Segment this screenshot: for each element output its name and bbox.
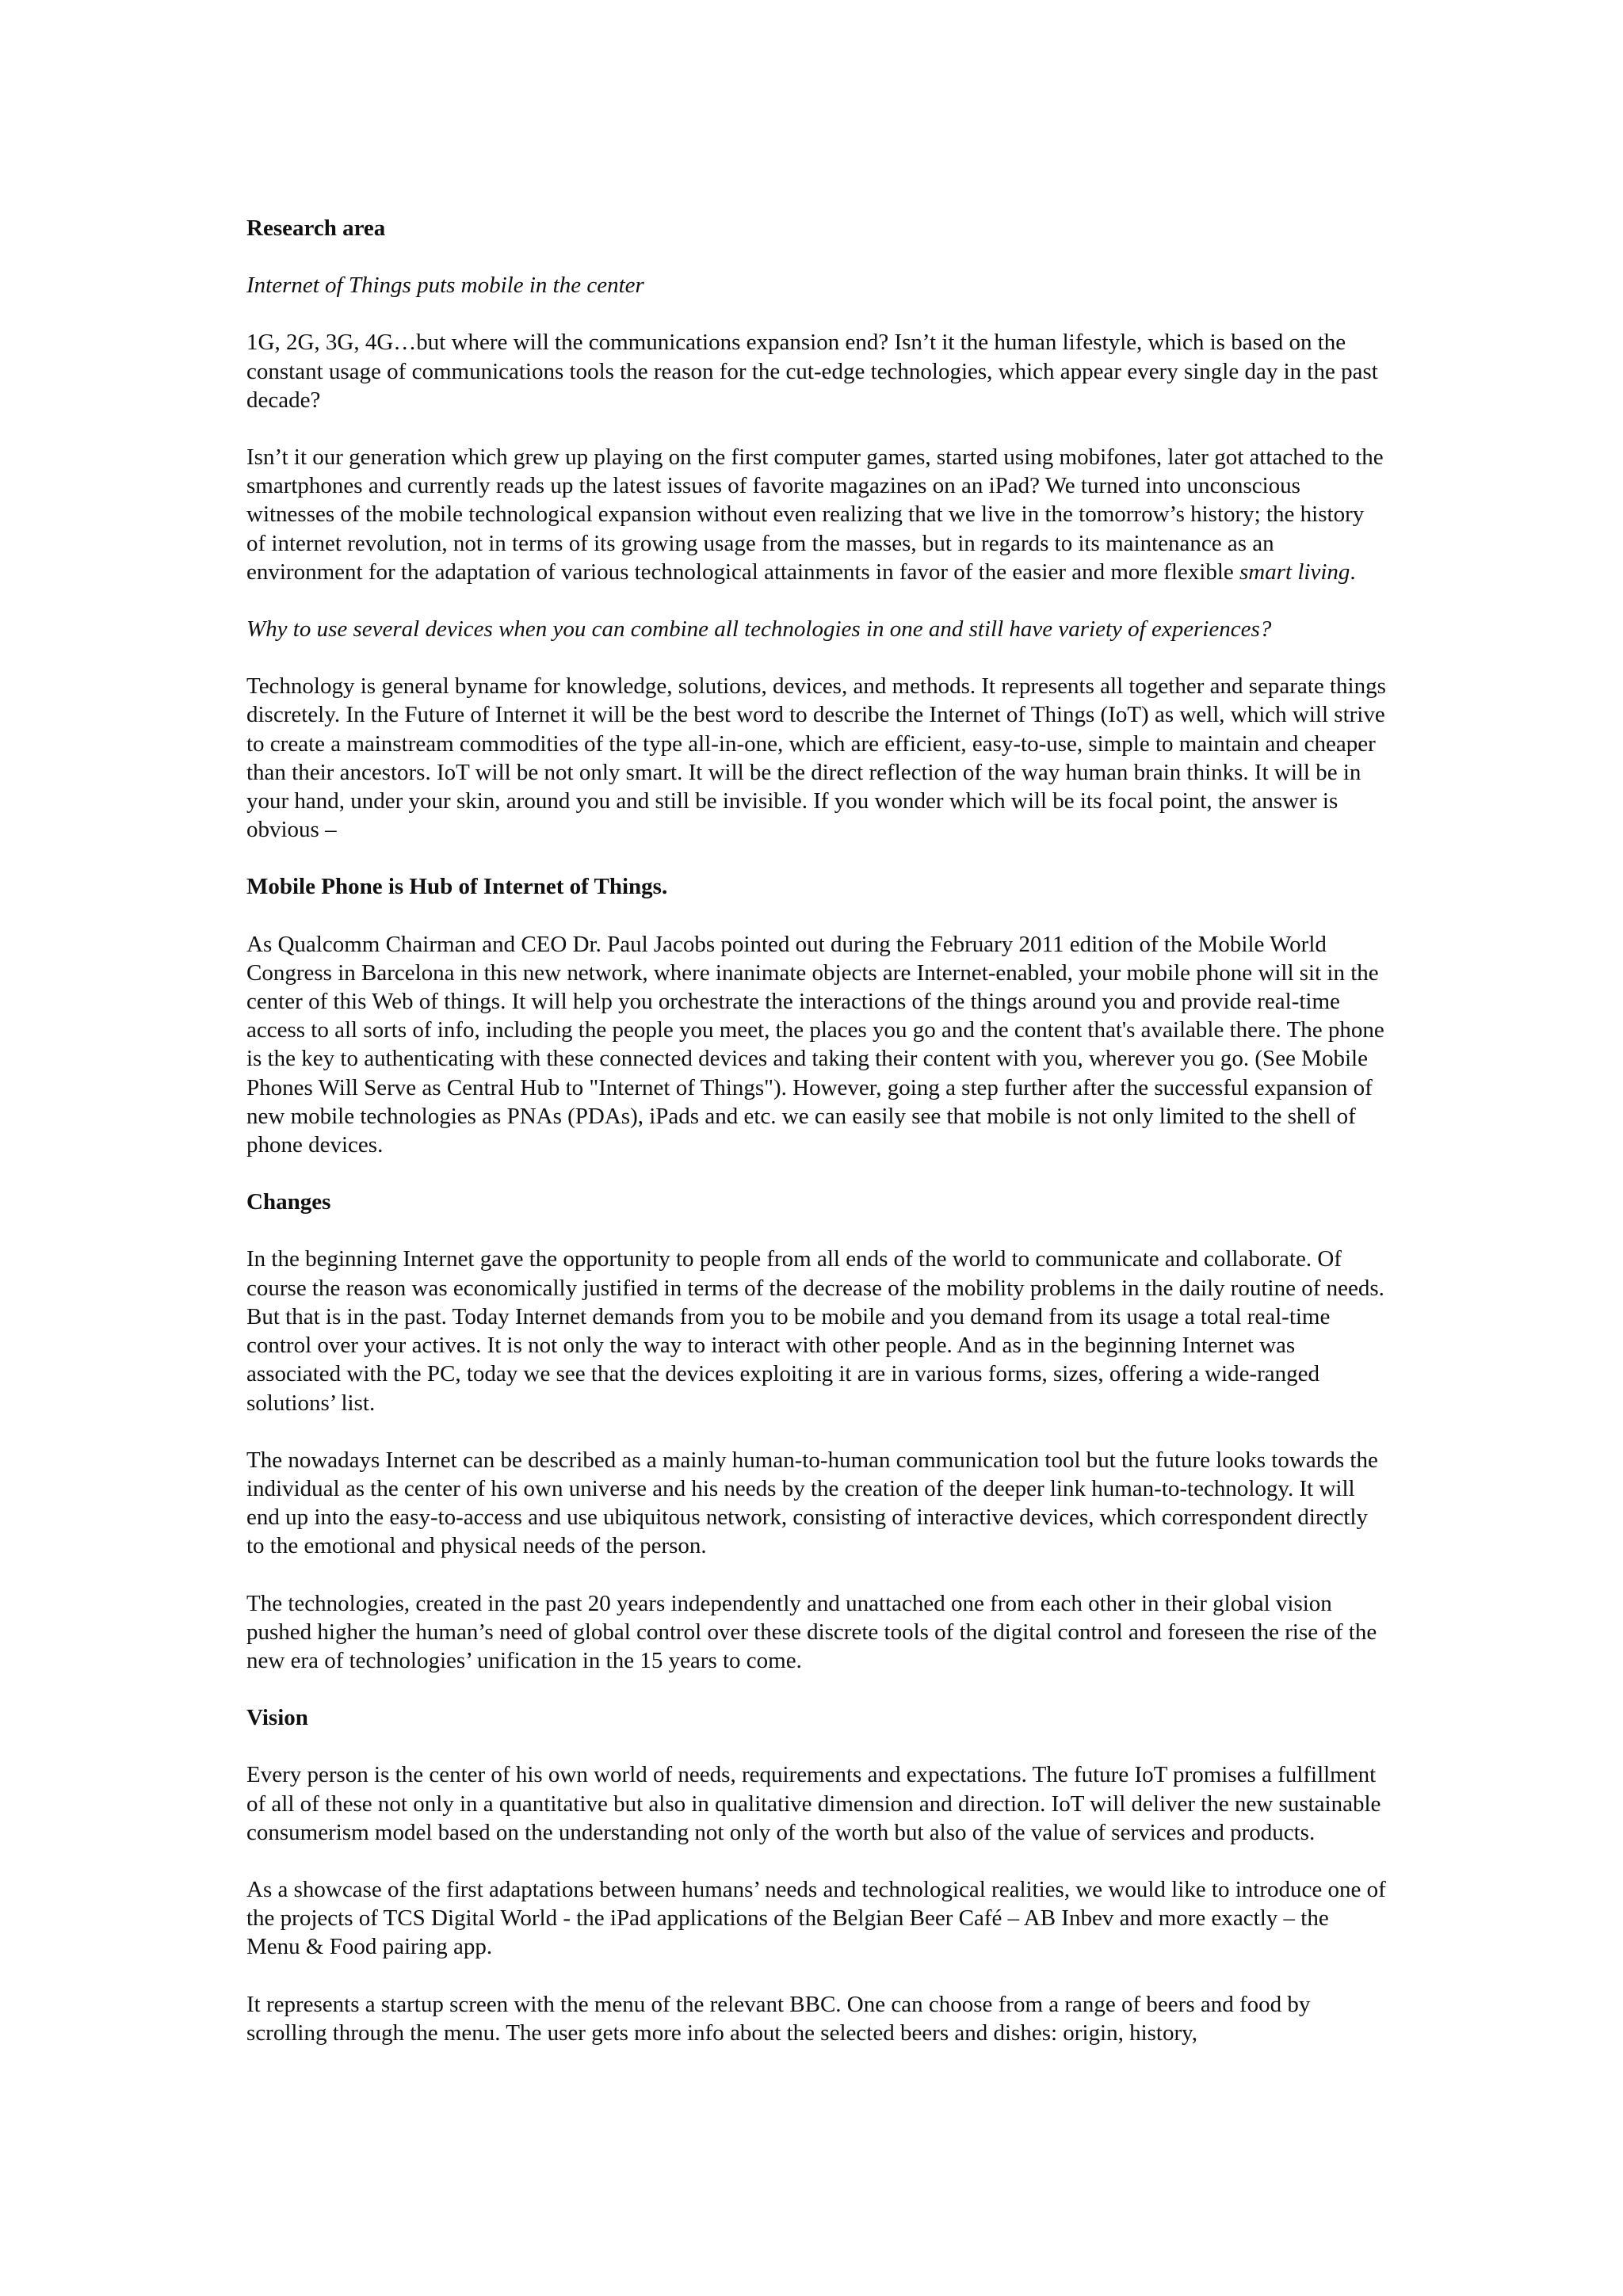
paragraph-technology: Technology is general byname for knowledge, solutions, devices, and methods. It represents all together and separate things discretely. In the Future of Internet it will be the best word to describe the Internet of Things (IoT) as well, which will strive to create a mainstream commodities of the type all-in-one, which are efficient, easy-to-use, simple to maintain and cheaper than their ancestors. IoT will be not only smart. It will be the direct reflection of the way human brain thinks. It will be in your hand, under your skin, around you and still be invisible. If you wonder which will be its focal point, the answer is obvious – [246,673,1386,843]
paragraph-generation-end: . [1350,559,1356,585]
heading-mobile-hub: Mobile Phone is Hub of Internet of Things. [246,874,668,900]
heading-vision: Vision [246,1705,308,1731]
paragraph-nowadays: The nowadays Internet can be described as a mainly human-to-human communication tool but the future looks towards the individual as the center of his own universe and his needs by the creation of the deeper link human-to-technology. It will end up into the easy-to-access and use ubiquitous network, consisting of interactive devices, which correspondent directly to the emotional and physical needs of the person. [246,1447,1378,1559]
paragraph-every-person: Every person is the center of his own world of needs, requirements and expectations. The future IoT promises a fulfillment of all of these not only in a quantitative but also in qualitative dimension and direction. IoT will deliver the new sustainable consumerism model based on the understanding not only of the worth but also of the value of services and products. [246,1762,1381,1845]
paragraph-beginning: In the beginning Internet gave the opportunity to people from all ends of the world to communicate and collaborate. Of course the reason was economically justified in terms of the decrease of the mobility problems in the daily routine of needs. But that is in the past. Today Internet demands from you to be mobile and you demand from its usage a total real-time control over your actives. It is not only the way to interact with other people. And as in the beginning Internet was associated with the PC, today we see that the devices exploiting it are in various forms, sizes, offering a wide-ranged solutions’ list. [246,1246,1384,1416]
paragraph-startup: It represents a startup screen with the menu of the relevant BBC. One can choose from a range of beers and food by scrolling through the menu. The user gets more info about the selected beers and dishes: origin, history, [246,1991,1311,2046]
heading-changes: Changes [246,1189,331,1215]
paragraph-qualcomm: As Qualcomm Chairman and CEO Dr. Paul Jacobs pointed out during the February 2011 edition of the Mobile World Congress in Barcelona in this new network, where inanimate objects are Internet-enabled, your mobile phone will sit in the center of this Web of things. It will help you orchestrate the interactions of the things around you and provide real-time access to all sorts of info, including the people you meet, the places you go and the content that's available there. The phone is the key to authenticating with these connected devices and taking their content with you, wherever you go. (See Mobile Phones Will Serve as Central Hub to "Internet of Things"). However, going a step further after the successful expansion of new mobile technologies as PNAs (PDAs), iPads and etc. we can easily see that mobile is not only limited to the shell of phone devices. [246,931,1384,1158]
heading-research-area: Research area [246,215,386,241]
question-line: Why to use several devices when you can combine all technologies in one and still have variety of experiences? [246,616,1272,643]
article-subtitle: Internet of Things puts mobile in the center [246,273,644,299]
paragraph-generation-text: Isn’t it our generation which grew up playing on the first computer games, started using mobifones, later got attached to the smartphones and currently reads up the latest issues of favorite magazines on an iPad? We turned into unconscious witnesses of the mobile technological expansion without even realizing that we live in the tomorrow’s history; the history of internet revolution, not in terms of its growing usage from the masses, but in regards to its maintenance as an environment for the adaptation of various technological attainments in favor of the easier and more flexible [246,444,1384,585]
paragraph-intro: 1G, 2G, 3G, 4G…but where will the communications expansion end? Isn’t it the human lifestyle, which is based on the constant usage of communications tools the reason for the cut-edge technologies, which appear every single day in the past decade? [246,330,1378,413]
smart-living-emphasis: smart living [1239,559,1350,585]
paragraph-showcase: As a showcase of the first adaptations between humans’ needs and technological realities, we would like to introduce one of the projects of TCS Digital World - the iPad applications of the Belgian Beer Café – AB Inbev and more exactly – the Menu & Food pairing app. [246,1876,1386,1960]
document-page [246,214,1388,2076]
paragraph-generation [246,443,1388,586]
paragraph-technologies: The technologies, created in the past 20 years independently and unattached one from each other in their global vision pushed higher the human’s need of global control over these discrete tools of the digital control and foreseen the rise of the new era of technologies’ unification in the 15 years to come. [246,1590,1377,1673]
